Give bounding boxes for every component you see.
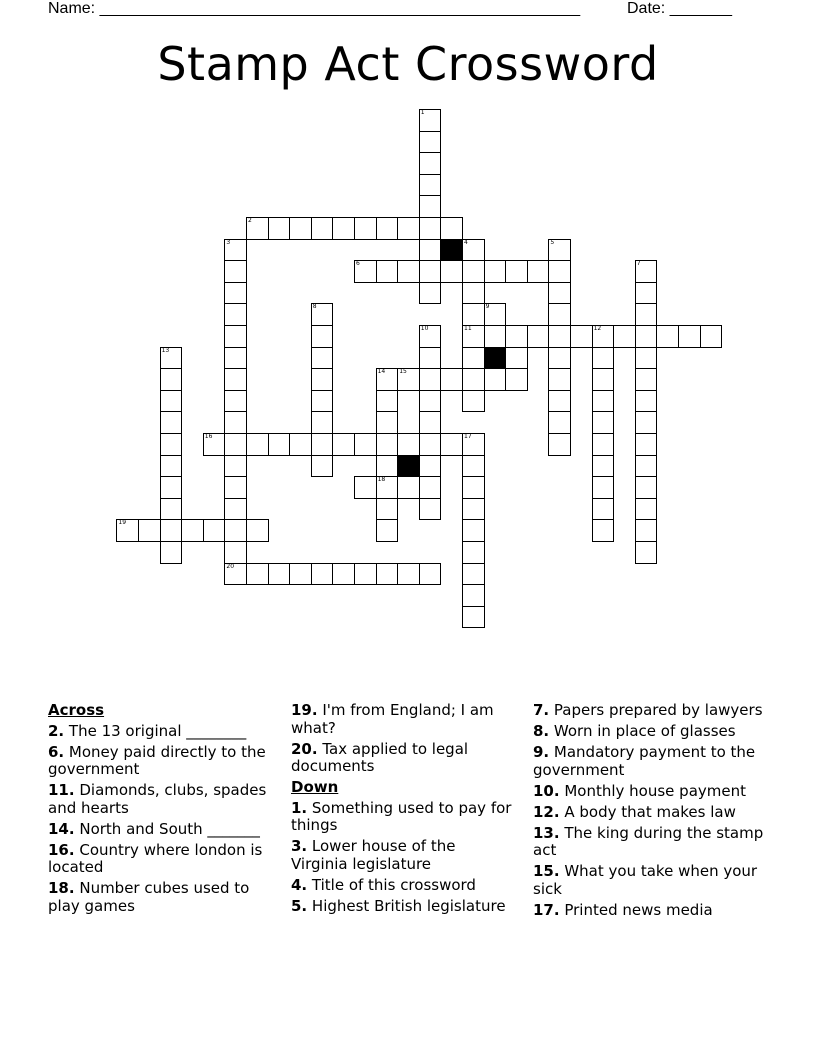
clue-number: 1 <box>420 109 425 116</box>
clue-number-label: 1. <box>291 798 308 817</box>
grid-cell[interactable] <box>268 563 291 586</box>
grid-cell[interactable] <box>440 368 463 391</box>
down-clue <box>291 877 513 895</box>
grid-cell[interactable] <box>548 282 571 305</box>
grid-cell[interactable] <box>548 433 571 456</box>
clue-number: 8 <box>312 303 317 311</box>
clue-number-label: 20. <box>291 739 318 758</box>
grid-cell[interactable] <box>635 433 658 456</box>
grid-cell[interactable] <box>397 563 420 586</box>
grid-cell[interactable] <box>527 325 550 348</box>
grid-cell[interactable] <box>548 260 571 283</box>
clue-column-2 <box>291 702 513 919</box>
grid-cell[interactable] <box>635 390 658 413</box>
grid-cell[interactable] <box>635 541 658 564</box>
grid-cell[interactable] <box>268 433 291 456</box>
clue-text: The king during the stamp act <box>533 823 764 859</box>
grid-cell[interactable] <box>376 217 399 240</box>
grid-cell[interactable] <box>224 433 247 456</box>
grid-cell[interactable] <box>635 498 658 521</box>
clue-text: Number cubes used to play games <box>48 879 250 915</box>
grid-cell[interactable] <box>376 411 399 434</box>
grid-cell[interactable] <box>224 541 247 564</box>
clue-number: 14 <box>377 368 386 376</box>
grid-cell[interactable] <box>160 347 183 370</box>
clue-text: What you take when your sick <box>533 862 758 898</box>
down-clue <box>533 783 768 801</box>
clue-number: 3 <box>226 238 231 246</box>
across-clue <box>48 782 270 817</box>
grid-cell[interactable] <box>462 606 485 629</box>
clue-text: Monthly house payment <box>559 781 746 800</box>
grid-cell[interactable] <box>635 325 658 348</box>
grid-cell[interactable] <box>548 239 571 262</box>
grid-cell[interactable] <box>419 390 442 413</box>
grid-cell[interactable] <box>419 109 442 132</box>
clue-number-label: 13. <box>533 823 560 842</box>
grid-cell[interactable] <box>160 455 183 478</box>
grid-cell[interactable] <box>570 325 593 348</box>
grid-cell[interactable] <box>419 131 442 154</box>
clue-text: Something used to pay for things <box>291 798 512 834</box>
clue-number-label: 16. <box>48 840 75 859</box>
clue-number-label: 2. <box>48 721 65 740</box>
grid-cell[interactable] <box>527 260 550 283</box>
grid-cell[interactable] <box>484 325 507 348</box>
clue-number-label: 17. <box>533 900 560 919</box>
grid-cell[interactable] <box>246 519 269 542</box>
grid-cell[interactable] <box>419 174 442 197</box>
grid-cell[interactable] <box>635 519 658 542</box>
grid-cell[interactable] <box>224 455 247 478</box>
grid-cell[interactable] <box>376 563 399 586</box>
clue-text: I'm from England; I am what? <box>291 701 494 737</box>
grid-cell[interactable] <box>419 433 442 456</box>
clue-number-label: 5. <box>291 896 308 915</box>
grid-cell[interactable] <box>311 455 334 478</box>
clue-number-label: 4. <box>291 875 308 894</box>
grid-cell[interactable] <box>376 368 399 391</box>
clue-text: Diamonds, clubs, spades and hearts <box>48 781 267 817</box>
grid-cell[interactable] <box>289 217 312 240</box>
grid-cell[interactable] <box>505 325 528 348</box>
clue-text: Title of this crossword <box>307 875 476 894</box>
grid-cell[interactable] <box>548 325 571 348</box>
grid-cell[interactable] <box>160 390 183 413</box>
clue-number: 17 <box>464 433 472 440</box>
grid-cell[interactable] <box>548 303 571 326</box>
grid-cell[interactable] <box>138 519 161 542</box>
grid-cell[interactable] <box>592 519 615 542</box>
clue-text: North and South _______ <box>74 819 260 838</box>
down-heading: Down <box>291 778 339 796</box>
grid-cell[interactable] <box>224 282 247 305</box>
grid-cell[interactable] <box>656 325 679 348</box>
clue-number-label: 18. <box>48 879 75 897</box>
grid-cell[interactable] <box>419 325 442 348</box>
grid-cell[interactable] <box>462 239 485 262</box>
grid-cell[interactable] <box>592 347 615 370</box>
clue-text: Country where london is located <box>48 840 263 876</box>
clue-text: Money paid directly to the government <box>48 742 266 778</box>
clue-number: 13 <box>161 346 170 354</box>
grid-cell[interactable] <box>484 303 507 326</box>
grid-cell[interactable] <box>246 217 269 240</box>
across-clue <box>291 741 513 776</box>
grid-cell[interactable] <box>311 563 334 586</box>
clue-number-label: 3. <box>291 837 308 855</box>
grid-cell[interactable] <box>181 519 204 542</box>
page-title: Stamp Act Crossword <box>157 37 659 91</box>
grid-cell[interactable] <box>462 390 485 413</box>
grid-cell[interactable] <box>224 390 247 413</box>
down-clue <box>291 800 513 835</box>
grid-cell[interactable] <box>440 217 463 240</box>
grid-cell[interactable] <box>224 498 247 521</box>
across-clue-list-continued <box>291 702 513 776</box>
clue-number: 6 <box>356 260 360 268</box>
clue-text: Highest British legislature <box>307 896 506 915</box>
clue-text: A body that makes law <box>559 802 736 821</box>
clue-number: 2 <box>248 217 252 224</box>
across-clue <box>291 702 513 737</box>
grid-cell[interactable] <box>224 411 247 434</box>
grid-cell[interactable] <box>635 347 658 370</box>
grid-cell[interactable] <box>311 217 334 240</box>
grid-cell[interactable] <box>419 368 442 391</box>
down-clue <box>533 902 768 920</box>
grid-cell[interactable] <box>311 303 334 326</box>
grid-cell[interactable] <box>311 390 334 413</box>
grid-cell[interactable] <box>311 433 334 456</box>
clue-text: The 13 original ________ <box>64 721 247 740</box>
grid-cell[interactable] <box>311 368 334 391</box>
clue-number: 7 <box>636 260 641 268</box>
grid-cell[interactable] <box>224 303 247 326</box>
down-clue <box>533 723 768 741</box>
grid-cell[interactable] <box>635 411 658 434</box>
clue-text: Worn in place of glasses <box>549 722 736 740</box>
across-clue <box>48 880 270 915</box>
grid-cell[interactable] <box>376 455 399 478</box>
grid-cell[interactable] <box>224 368 247 391</box>
clue-number-label: 8. <box>533 722 550 740</box>
grid-cell[interactable] <box>419 282 442 305</box>
grid-cell[interactable] <box>462 325 485 348</box>
grid-cell[interactable] <box>160 476 183 499</box>
down-clue <box>291 838 513 873</box>
grid-cell[interactable] <box>462 519 485 542</box>
across-clue <box>48 723 270 741</box>
grid-cell[interactable] <box>419 476 442 499</box>
grid-cell[interactable] <box>548 390 571 413</box>
grid-cell[interactable] <box>484 368 507 391</box>
clue-number: 10 <box>420 325 429 332</box>
grid-cell[interactable] <box>462 563 485 586</box>
grid-cell[interactable] <box>311 347 334 370</box>
black-cell <box>397 455 420 478</box>
clue-number: 20 <box>226 562 235 570</box>
grid-cell[interactable] <box>592 455 615 478</box>
date-field-label: Date: _______ <box>627 0 732 17</box>
grid-cell[interactable] <box>160 541 183 564</box>
grid-cell[interactable] <box>505 347 528 370</box>
across-clue <box>48 821 270 839</box>
down-clue <box>533 804 768 822</box>
grid-cell[interactable] <box>462 455 485 478</box>
clue-column-3 <box>533 702 768 923</box>
down-clue <box>533 702 768 720</box>
clue-number: 5 <box>550 238 555 246</box>
grid-cell[interactable] <box>160 498 183 521</box>
grid-cell[interactable] <box>462 584 485 607</box>
grid-cell[interactable] <box>635 282 658 305</box>
across-heading: Across <box>48 701 105 719</box>
grid-cell[interactable] <box>419 563 442 586</box>
down-clue <box>533 744 768 779</box>
down-clue <box>533 863 768 898</box>
grid-cell[interactable] <box>224 325 247 348</box>
clue-number: 9 <box>485 303 490 311</box>
grid-cell[interactable] <box>160 368 183 391</box>
grid-cell[interactable] <box>224 563 247 586</box>
clue-number: 11 <box>464 325 472 332</box>
grid-cell[interactable] <box>311 325 334 348</box>
name-field-label: Name: ______________________________________________________ <box>48 0 581 17</box>
grid-cell[interactable] <box>635 476 658 499</box>
grid-cell[interactable] <box>548 368 571 391</box>
grid-cell[interactable] <box>224 260 247 283</box>
grid-cell[interactable] <box>635 303 658 326</box>
grid-cell[interactable] <box>440 260 463 283</box>
grid-cell[interactable] <box>635 455 658 478</box>
grid-cell[interactable] <box>289 433 312 456</box>
grid-cell[interactable] <box>116 519 139 542</box>
grid-cell[interactable] <box>354 476 377 499</box>
grid-cell[interactable] <box>484 260 507 283</box>
grid-cell[interactable] <box>268 217 291 240</box>
clue-text: Papers prepared by lawyers <box>549 701 763 719</box>
grid-cell[interactable] <box>419 455 442 478</box>
grid-cell[interactable] <box>440 433 463 456</box>
grid-cell[interactable] <box>419 411 442 434</box>
grid-cell[interactable] <box>419 217 442 240</box>
grid-cell[interactable] <box>354 260 377 283</box>
grid-cell[interactable] <box>635 260 658 283</box>
grid-cell[interactable] <box>419 260 442 283</box>
grid-cell[interactable] <box>203 519 226 542</box>
down-clue <box>291 898 513 916</box>
across-clue <box>48 744 270 779</box>
grid-cell[interactable] <box>462 282 485 305</box>
grid-cell[interactable] <box>376 519 399 542</box>
grid-cell[interactable] <box>224 476 247 499</box>
grid-cell[interactable] <box>700 325 723 348</box>
grid-cell[interactable] <box>397 368 420 391</box>
grid-cell[interactable] <box>462 260 485 283</box>
grid-cell[interactable] <box>635 368 658 391</box>
grid-cell[interactable] <box>397 217 420 240</box>
clue-number-label: 12. <box>533 802 560 821</box>
grid-cell[interactable] <box>160 433 183 456</box>
grid-cell[interactable] <box>354 433 377 456</box>
clue-text: Printed news media <box>559 900 713 919</box>
grid-cell[interactable] <box>505 368 528 391</box>
grid-cell[interactable] <box>354 563 377 586</box>
grid-cell[interactable] <box>505 260 528 283</box>
clue-number: 12 <box>593 325 602 332</box>
grid-cell[interactable] <box>548 347 571 370</box>
grid-cell[interactable] <box>419 195 442 218</box>
grid-cell[interactable] <box>289 563 312 586</box>
clue-number: 16 <box>204 433 213 440</box>
across-clue-list <box>48 723 270 916</box>
clue-number: 18 <box>377 476 386 484</box>
grid-cell[interactable] <box>224 519 247 542</box>
grid-cell[interactable] <box>613 325 636 348</box>
grid-cell[interactable] <box>548 411 571 434</box>
grid-cell[interactable] <box>592 433 615 456</box>
grid-cell[interactable] <box>224 347 247 370</box>
grid-cell[interactable] <box>592 325 615 348</box>
grid-cell[interactable] <box>462 541 485 564</box>
grid-cell[interactable] <box>332 217 355 240</box>
clue-number-label: 19. <box>291 701 318 719</box>
grid-cell[interactable] <box>462 347 485 370</box>
grid-cell[interactable] <box>160 411 183 434</box>
grid-cell[interactable] <box>592 368 615 391</box>
grid-cell[interactable] <box>376 390 399 413</box>
grid-cell[interactable] <box>462 498 485 521</box>
grid-cell[interactable] <box>311 411 334 434</box>
grid-cell[interactable] <box>332 563 355 586</box>
grid-cell[interactable] <box>462 433 485 456</box>
clue-number-label: 14. <box>48 819 75 838</box>
grid-cell[interactable] <box>592 498 615 521</box>
clue-number-label: 9. <box>533 743 550 761</box>
grid-cell[interactable] <box>376 476 399 499</box>
grid-cell[interactable] <box>419 498 442 521</box>
grid-cell[interactable] <box>376 260 399 283</box>
grid-cell[interactable] <box>224 239 247 262</box>
grid-cell[interactable] <box>397 476 420 499</box>
clue-number: 19 <box>118 519 127 527</box>
clue-number-label: 15. <box>533 862 560 880</box>
clue-number-label: 10. <box>533 781 560 800</box>
down-clue-list-continued <box>533 702 768 919</box>
across-clue <box>48 842 270 877</box>
clue-number-label: 6. <box>48 742 65 761</box>
grid-cell[interactable] <box>592 411 615 434</box>
grid-cell[interactable] <box>678 325 701 348</box>
grid-cell[interactable] <box>376 433 399 456</box>
grid-cell[interactable] <box>462 368 485 391</box>
grid-cell[interactable] <box>397 433 420 456</box>
clue-number-label: 11. <box>48 781 75 799</box>
grid-cell[interactable] <box>462 303 485 326</box>
grid-cell[interactable] <box>246 433 269 456</box>
grid-cell[interactable] <box>592 476 615 499</box>
black-cell <box>484 347 507 370</box>
grid-cell[interactable] <box>419 347 442 370</box>
clue-text: Tax applied to legal documents <box>291 739 469 775</box>
clue-column-1 <box>48 702 270 919</box>
grid-cell[interactable] <box>397 260 420 283</box>
black-cell <box>440 239 463 262</box>
grid-cell[interactable] <box>419 239 442 262</box>
grid-cell[interactable] <box>462 476 485 499</box>
clue-number: 4 <box>464 238 468 246</box>
grid-cell[interactable] <box>160 519 183 542</box>
grid-cell[interactable] <box>592 390 615 413</box>
grid-cell[interactable] <box>376 498 399 521</box>
grid-cell[interactable] <box>419 152 442 175</box>
clue-number-label: 7. <box>533 701 550 719</box>
clue-text: Lower house of the Virginia legislature <box>291 837 456 873</box>
down-clue-list <box>291 800 513 916</box>
grid-cell[interactable] <box>354 217 377 240</box>
grid-cell[interactable] <box>203 433 226 456</box>
grid-cell[interactable] <box>332 433 355 456</box>
clue-text: Mandatory payment to the government <box>533 743 756 779</box>
grid-cell[interactable] <box>246 563 269 586</box>
clue-number: 15 <box>399 368 407 376</box>
down-clue <box>533 825 768 860</box>
